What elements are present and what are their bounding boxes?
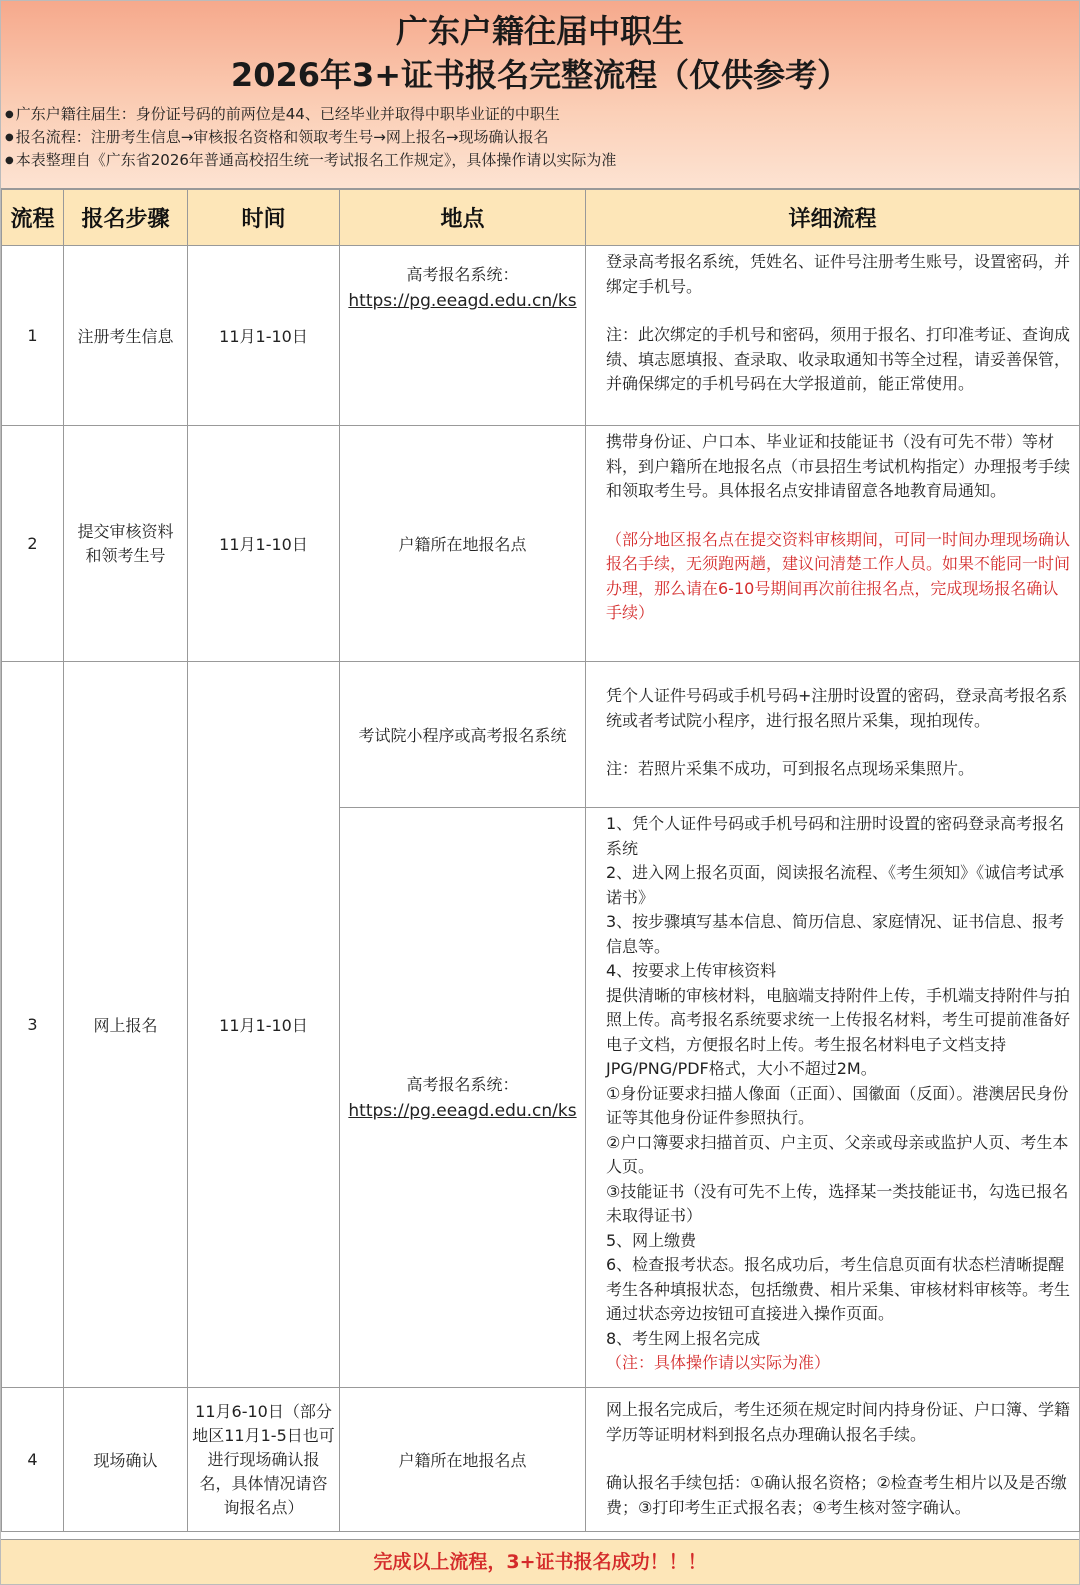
detail-step: 6、检查报考状态。报名成功后，考生信息页面有状态栏清晰提醒考生各种填报状态，包括缴费、相片采集、审核材料审核等。考生通过状态旁边按钮可直接进入操作页面。 xyxy=(606,1255,1071,1323)
row-step: 网上报名 xyxy=(64,662,188,1388)
page-subtitle: 2026年3+证书报名完整流程（仅供参考） xyxy=(230,56,850,94)
note-item: ● 报名流程：注册考生信息→审核报名资格和领取考生号→网上报名→现场确认报名 xyxy=(5,126,1079,149)
detail-red-note: （部分地区报名点在提交资料审核期间，可同一时间办理现场确认报名手续，无须跑两趟，建议问清楚工作人员。如果不能同一时间办理，那么请在6-10号期间再次前往报名点，完成现场报名确认手续） xyxy=(606,529,1071,622)
table-header-row xyxy=(2,190,1080,246)
detail-step: 3、按步骤填写基本信息、简历信息、家庭情况、证书信息、报考信息等。 xyxy=(606,912,1065,956)
row-place: 考试院小程序或高考报名系统 xyxy=(340,662,586,808)
detail-text: 携带身份证、户口本、毕业证和技能证书（没有可先不带）等材料，到户籍所在地报名点（市县招生考试机构指定）办理报考手续和领取考生号。具体报名点安排请留意各地教育局通知。 xyxy=(606,432,1071,500)
row-no: 3 xyxy=(2,662,64,1388)
detail-step: 2、进入网上报名页面，阅读报名流程、《考生须知》《诚信考试承诺书》 xyxy=(606,863,1065,907)
header-place: 地点 xyxy=(340,190,586,246)
row-place xyxy=(340,246,586,426)
row-place: 户籍所在地报名点 xyxy=(340,1388,586,1532)
row-place xyxy=(340,808,586,1388)
header xyxy=(1,1,1079,189)
detail-step: 4、按要求上传审核资料 xyxy=(606,961,777,980)
detail-step: ①身份证要求扫描人像面（正面）、国徽面（反面）。港澳居民身份证等其他身份证件参照执行。 xyxy=(606,1083,1069,1127)
header-step-no: 流程 xyxy=(2,190,64,246)
note-item: ● 广东户籍往届生：身份证号码的前两位是44、已经毕业并取得中职毕业证的中职生 xyxy=(5,103,1079,126)
table-row xyxy=(2,426,1080,662)
detail-text: 登录高考报名系统，凭姓名、证件号注册考生账号，设置密码，并绑定手机号。 xyxy=(606,252,1071,296)
page-title: 广东户籍往届中职生 xyxy=(395,12,684,50)
place-label: 高考报名系统： xyxy=(406,1074,519,1094)
detail-note: 注：此次绑定的手机号和密码，须用于报名、打印准考证、查询成绩、填志愿填报、查录取、收录取通知书等全过程，请妥善保管，并确保绑定的手机号码在大学报道前，能正常使用。 xyxy=(606,325,1071,393)
row-step: 注册考生信息 xyxy=(64,246,188,426)
header-time: 时间 xyxy=(188,190,340,246)
row-detail xyxy=(586,1388,1080,1532)
place-link[interactable]: https://pg.eeagd.edu.cn/ks xyxy=(348,1100,577,1121)
table-row xyxy=(2,246,1080,426)
header-detail: 详细流程 xyxy=(586,190,1080,246)
header-step-name: 报名步骤 xyxy=(64,190,188,246)
row-place: 户籍所在地报名点 xyxy=(340,426,586,662)
row-detail xyxy=(586,426,1080,662)
place-label: 高考报名系统： xyxy=(406,265,519,284)
table-row xyxy=(2,1388,1080,1532)
process-table xyxy=(1,189,1080,1532)
detail-step: ②户口簿要求扫描首页、户主页、父亲或母亲或监护人页、考生本人页。 xyxy=(606,1132,1069,1176)
table-row xyxy=(2,662,1080,808)
detail-text: 网上报名完成后，考生还须在规定时间内持身份证、户口簿、学籍学历等证明材料到报名点办理确认报名手续。 xyxy=(606,1400,1071,1444)
detail-step: 8、考生网上报名完成 xyxy=(606,1328,761,1348)
place-link[interactable]: https://pg.eeagd.edu.cn/ks xyxy=(348,291,577,311)
row-time: 11月1-10日 xyxy=(188,662,340,1388)
row-no: 2 xyxy=(2,426,64,662)
row-time: 11月1-10日 xyxy=(188,246,340,426)
detail-text: 凭个人证件号码或手机号码+注册时设置的密码，登录高考报名系统或者考试院小程序，进行报名照片采集，现拍现传。 xyxy=(606,686,1068,730)
detail-step: 1、凭个人证件号码或手机号码和注册时设置的密码登录高考报名系统 xyxy=(606,814,1065,858)
detail-step: ③技能证书（没有可先不上传，选择某一类技能证书，勾选已报名未取得证书） xyxy=(606,1181,1069,1225)
row-detail xyxy=(586,662,1080,808)
note-item: ● 本表整理自《广东省2026年普通高校招生统一考试报名工作规定》，具体操作请以实际为准 xyxy=(5,149,1079,172)
row-no: 4 xyxy=(2,1388,64,1532)
row-step: 现场确认 xyxy=(64,1388,188,1532)
row-time: 11月1-10日 xyxy=(188,426,340,662)
row-detail xyxy=(586,246,1080,426)
row-no: 1 xyxy=(2,246,64,426)
detail-step: 5、网上缴费 xyxy=(606,1230,697,1250)
detail-note: 确认报名手续包括：①确认报名资格；②检查考生相片以及是否缴费；③打印考生正式报名表；④考生核对签字确认。 xyxy=(606,1473,1067,1517)
detail-note: 注：若照片采集不成功，可到报名点现场采集照片。 xyxy=(606,759,975,778)
detail-step: 提供清晰的审核材料，电脑端支持附件上传，手机端支持附件与拍照上传。高考报名系统要求统一上传报名材料，考生可提前准备好电子文档，方便报名时上传。考生报名材料电子文档支持JPG/PNG/PDF格式，大小不超过2M。 xyxy=(606,985,1071,1078)
footer-banner: 完成以上流程，3+证书报名成功！！！ xyxy=(1,1539,1079,1584)
detail-red-note: （注：具体操作请以实际为准） xyxy=(606,1353,831,1372)
notes xyxy=(1,103,1079,172)
row-detail xyxy=(586,808,1080,1388)
row-time: 11月6-10日（部分地区11月1-5日也可进行现场确认报名，具体情况请咨询报名点） xyxy=(188,1388,340,1532)
row-step: 提交审核资料和领考生号 xyxy=(64,426,188,662)
